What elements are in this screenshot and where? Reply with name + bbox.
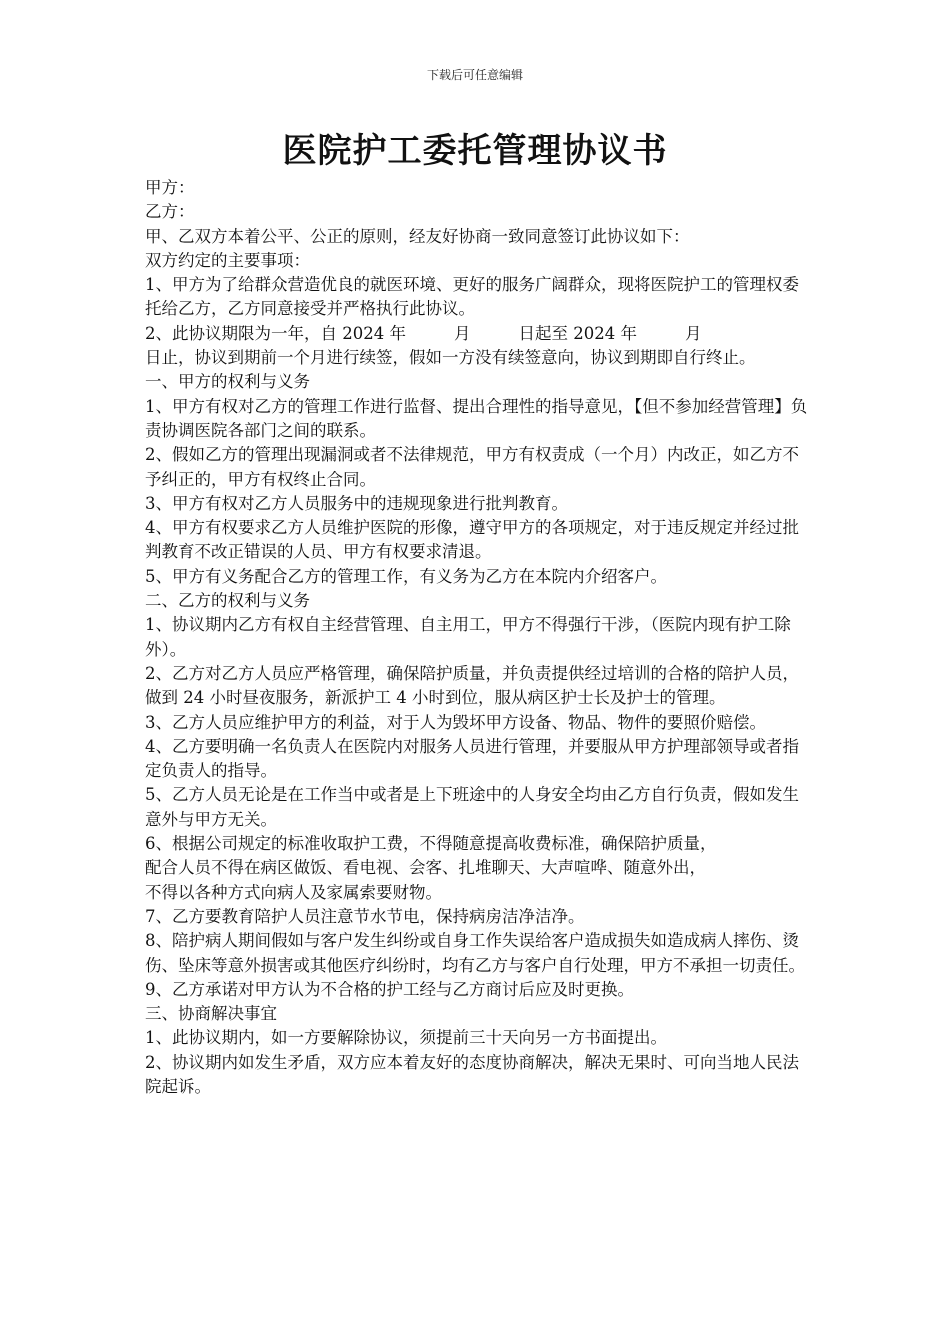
- item-1: 1、甲方为了给群众营造优良的就医环境、更好的服务广阔群众，现将医院护工的管理权委托给乙方，乙方同意接受并严格执行此协议。: [145, 275, 799, 319]
- intro-paragraph: 甲、乙双方本着公平、公正的原则，经友好协商一致同意签订此协议如下：: [145, 226, 690, 246]
- item-2-part2: 月: [453, 323, 471, 343]
- item-2-part3: 日起至 2024 年: [518, 323, 637, 343]
- section-2-heading: 二、乙方的权利与义务: [145, 591, 310, 611]
- section-1-item: 4、甲方有权要求乙方人员维护医院的形像，遵守甲方的各项规定，对于违反规定并经过批判教育不改正错误的人员、甲方有权要求清退。: [145, 518, 799, 562]
- section-2-item: 2、乙方对乙方人员应严格管理，确保陪护质量，并负责提供经过培训的合格的陪护人员，做到 24 小时昼夜服务，新派护工 4 小时到位，服从病区护士长及护士的管理。: [145, 663, 799, 708]
- section-2-item: 4、乙方要明确一名负责人在医院内对服务人员进行管理，并要服从甲方护理部领导或者指定负责人的指导。: [145, 736, 799, 781]
- section-2-item: 1、协议期内乙方有权自主经营管理、自主用工，甲方不得强行干涉，（医院内现有护工除外）。: [145, 615, 791, 659]
- section-1-item: 3、甲方有权对乙方人员服务中的违规现象进行批判教育。: [145, 493, 568, 513]
- section-2-item: 9、乙方承诺对甲方认为不合格的护工经与乙方商讨后应及时更换。: [145, 979, 634, 999]
- section-2-item: 7、乙方要教育陪护人员注意节水节电，保持病房洁净洁净。: [145, 906, 585, 926]
- document-title: 医院护工委托管理协议书: [282, 131, 668, 171]
- section-1-item: 5、甲方有义务配合乙方的管理工作，有义务为乙方在本院内介绍客户。: [145, 566, 667, 586]
- item-2-part5: 日止，协议到期前一个月进行续签，假如一方没有续签意向，协议到期即自行终止。: [145, 348, 756, 368]
- section-3-item: 2、协议期内如发生矛盾，双方应本着友好的态度协商解决，解决无果时、可向当地人民法院起诉。: [145, 1052, 799, 1096]
- item-2: [145, 322, 813, 371]
- party-b-line: 乙方：: [145, 202, 195, 222]
- section-3-heading: 三、协商解决事宜: [145, 1004, 277, 1024]
- main-items-heading: 双方约定的主要事项：: [145, 250, 310, 270]
- item-2-part4: 月: [684, 323, 702, 343]
- item-2-part1: 2、此协议期限为一年，自 2024 年: [145, 323, 406, 343]
- party-a-line: 甲方：: [145, 178, 195, 197]
- section-1-item: 1、甲方有权对乙方的管理工作进行监督、提出合理性的指导意见，【但不参加经营管理】负责协调医院各部门之间的联系。: [145, 396, 808, 440]
- section-3-item: 1、此协议期内，如一方要解除协议，须提前三十天向另一方书面提出。: [145, 1028, 667, 1048]
- section-2-item: 不得以各种方式向病人及家属索要财物。: [145, 882, 442, 902]
- header-note: 下载后可任意编辑: [426, 68, 523, 82]
- section-2-item: 配合人员不得在病区做饭、看电视、会客、扎堆聊天、大声喧哗、随意外出，: [145, 858, 706, 878]
- section-2-item: 5、乙方人员无论是在工作当中或者是上下班途中的人身安全均由乙方自行负责，假如发生意外与甲方无关。: [145, 785, 799, 829]
- section-2-item: 8、陪护病人期间假如与客户发生纠纷或自身工作失误给客户造成损失如造成病人摔伤、烫伤、坠床等意外损害或其他医疗纠纷时，均有乙方与客户自行处理，甲方不承担一切责任。: [145, 931, 805, 975]
- section-2-item: 3、乙方人员应维护甲方的利益，对于人为毁坏甲方设备、物品、物件的要照价赔偿。: [145, 712, 766, 732]
- section-1-item: 2、假如乙方的管理出现漏洞或者不法律规范，甲方有权责成（一个月）内改正，如乙方不予纠正的，甲方有权终止合同。: [145, 445, 799, 489]
- section-2-item: 6、根据公司规定的标准收取护工费，不得随意提高收费标准，确保陪护质量，: [145, 834, 717, 854]
- document-body: [145, 176, 813, 1099]
- section-1-heading: 一、甲方的权利与义务: [145, 372, 310, 392]
